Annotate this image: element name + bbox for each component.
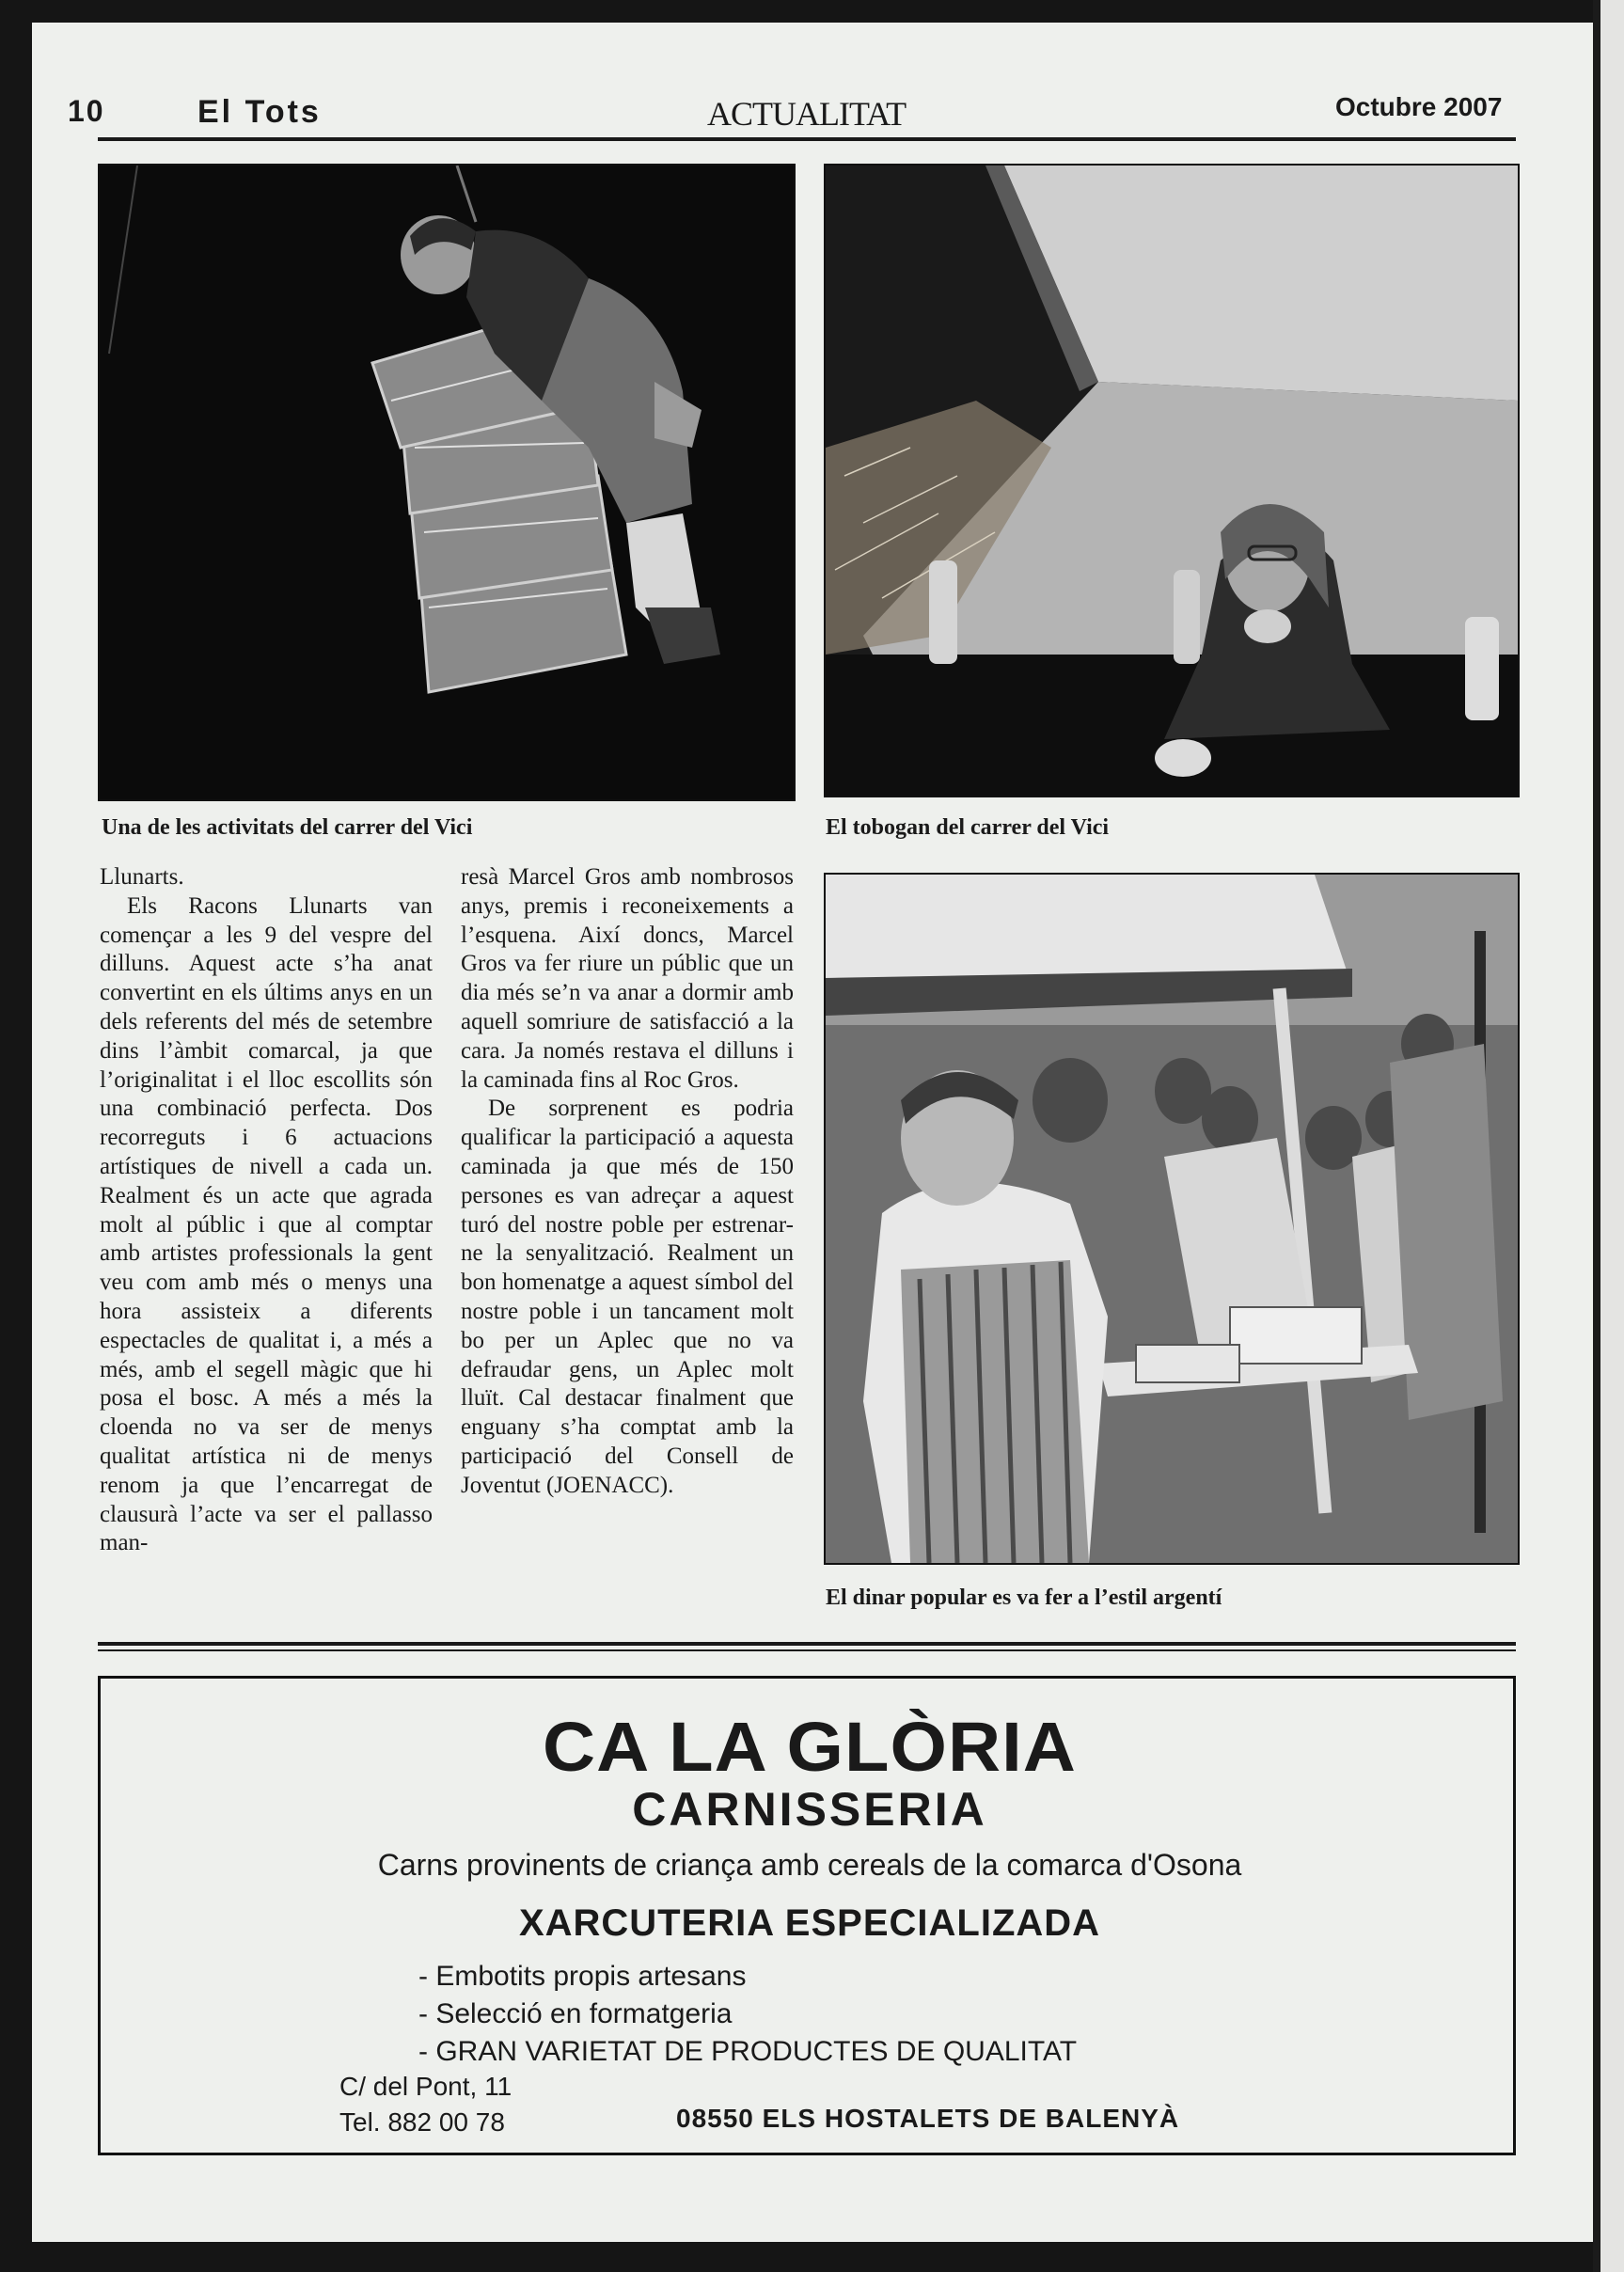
article-column-2 [461,863,794,1501]
next-page-edge [1593,0,1624,2272]
ad-address: C/ del Pont, 11 [339,2072,512,2101]
ad-town: 08550 ELS HOSTALETS DE BALENYÀ [676,2104,1180,2133]
ad-bullet: - Selecció en formatgeria [418,1998,733,2029]
ad-business-name: CA LA GLÒRIA [543,1708,1077,1786]
article-paragraph: De sorprenent es podria qualificar la participació a aquesta caminada ja que més de 150 persones es van adreçar a aquest turó del nostre poble per estrenar-ne la senyalització. Realment un bon homenatge a aquest símbol del nostre poble i un tancament molt bo per un Aplec que no va defraudar gens, un Aplec molt lluït. Cal destacar finalment que enguany s’ha comptat amb la participació del Consell de Joventut (JOENACC). [461,1096,794,1498]
photo1-caption: Una de les activitats del carrer del Vici [102,815,473,840]
ad-tagline: Carns provinents de criança amb cereals de la comarca d'Osona [377,1848,1242,1882]
photo3-caption: El dinar popular es va fer a l’estil argentí [826,1586,1222,1610]
photo-slide [824,164,1520,797]
article-paragraph: Llunarts. [100,864,184,890]
issue-date: Octubre 2007 [1335,92,1503,121]
photo-popular-lunch [824,873,1520,1565]
article-paragraph: Els Racons Llunarts van començar a les 9 del vespre del dilluns. Aquest acte s’ha anat convertint en els últims anys en un dels referents del més de setembre dins l’àmbit comarcal, ja que l’originalitat i el lloc escollits són una combinació perfecta. Dos recorreguts i 6 actuacions artístiques de nivell a cada un. Realment és un acte que agrada molt al públic i que al comptar amb artistes professionals la gent veu com amb més o menys una hora assisteix a diferents espectacles de qualitat i, a més a més, amb el segell màgic que hi posa el bosc. A més a més la cloenda no va ser de menys qualitat artística ni de menys renom ja que l’encarregat de clausurà l’acte va ser el pallasso man- [100,892,433,1556]
ad-separator-rule [98,1642,1516,1646]
ad-phone: Tel. 882 00 78 [339,2107,505,2137]
ad-bullet: - GRAN VARIETAT DE PRODUCTES DE QUALITAT [418,2036,1078,2067]
publication-name: El Tots [197,94,322,130]
ad-business-type: CARNISSERIA [632,1783,987,1836]
header-rule [98,137,1516,141]
advertisement-box [98,1676,1516,2155]
ad-bullet: - Embotits propis artesans [418,1961,747,1992]
article-column-1 [100,863,433,1558]
article-paragraph: resà Marcel Gros amb nombrosos anys, premis i reconeixements a l’esquena. Així doncs, Marcel Gros va fer riure un públic que un dia més se’n va anar a dormir amb aquell somriure de satisfacció a la cara. Ja només restava el dilluns i la caminada fins al Roc Gros. [461,864,794,1093]
photo2-caption: El tobogan del carrer del Vici [826,815,1110,840]
page-number: 10 [68,94,105,128]
ad-separator-thin-rule [98,1649,1516,1651]
ad-specialty: XARCUTERIA ESPECIALIZADA [518,1902,1101,1944]
section-title: ACTUALITAT [707,95,907,133]
photo-crate-climbing [98,164,796,801]
